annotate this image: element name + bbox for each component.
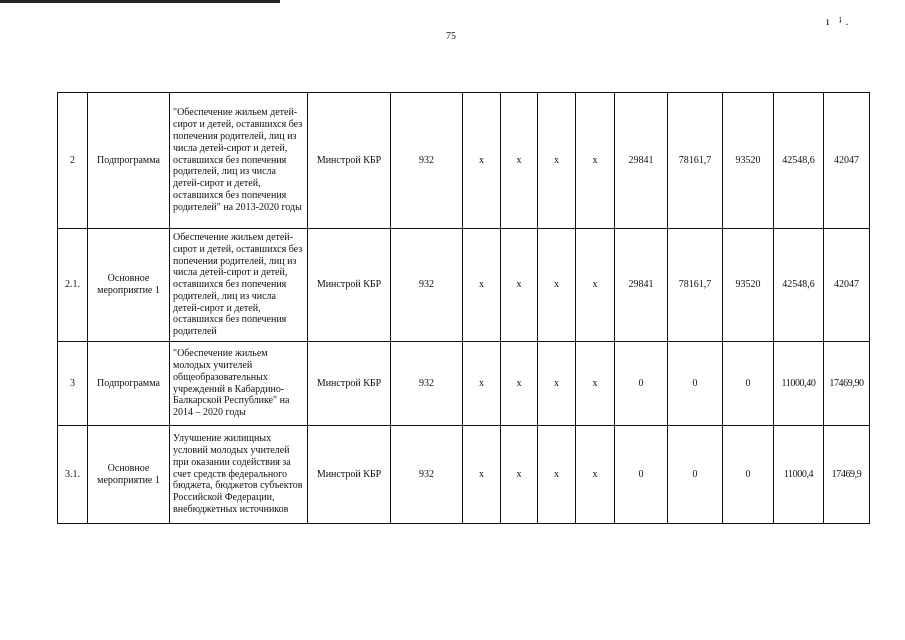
row-code-2: x [501, 93, 538, 229]
row-executor: Минстрой КБР [308, 342, 391, 426]
row-value-2: 78161,7 [668, 93, 723, 229]
row-name: Обеспечение жильем детей-сирот и детей, оставшихся без попечения родителей, лиц из числа детей-сирот и детей, оставшихся без попечения родителей, лиц из числа детей-сирот и детей, оставшихся без попечения родителей [170, 229, 308, 342]
row-value-3: 93520 [723, 93, 774, 229]
row-grbs: 932 [391, 426, 463, 524]
table-row [58, 342, 870, 426]
row-status: Подпрограмма [88, 93, 170, 229]
row-value-3: 93520 [723, 229, 774, 342]
row-code-2: x [501, 426, 538, 524]
row-value-5: 42047 [824, 93, 870, 229]
row-code-3: x [538, 229, 576, 342]
row-executor: Минстрой КБР [308, 426, 391, 524]
row-code-2: x [501, 342, 538, 426]
row-value-2: 0 [668, 426, 723, 524]
row-status: Подпрограмма [88, 342, 170, 426]
row-value-4: 42548,6 [774, 229, 824, 342]
table-row [58, 426, 870, 524]
row-code-4: x [576, 342, 615, 426]
row-code-1: x [463, 93, 501, 229]
row-value-1: 0 [615, 426, 668, 524]
handwritten-marks: ı ꜟ. [826, 14, 852, 28]
row-value-3: 0 [723, 342, 774, 426]
row-value-2: 78161,7 [668, 229, 723, 342]
row-value-3: 0 [723, 426, 774, 524]
row-code-1: x [463, 426, 501, 524]
row-code-1: x [463, 342, 501, 426]
row-number: 3 [58, 342, 88, 426]
row-code-2: x [501, 229, 538, 342]
row-value-1: 29841 [615, 93, 668, 229]
row-executor: Минстрой КБР [308, 93, 391, 229]
row-value-1: 0 [615, 342, 668, 426]
row-code-1: x [463, 229, 501, 342]
row-value-5: 17469,9 [824, 426, 870, 524]
row-name: Улучшение жилищных условий молодых учителей при оказании содействия за счет средств федерального бюджета, бюджетов субъектов Российской Федерации, внебюджетных источников [170, 426, 308, 524]
row-code-3: x [538, 342, 576, 426]
row-code-4: x [576, 93, 615, 229]
row-status: Основное мероприятие 1 [88, 426, 170, 524]
row-value-1: 29841 [615, 229, 668, 342]
row-value-5: 17469,90 [824, 342, 870, 426]
row-value-4: 11000,4 [774, 426, 824, 524]
page-number: 75 [446, 31, 456, 42]
row-code-3: x [538, 93, 576, 229]
row-grbs: 932 [391, 229, 463, 342]
row-value-4: 11000,40 [774, 342, 824, 426]
row-number: 2.1. [58, 229, 88, 342]
table-row [58, 93, 870, 229]
row-grbs: 932 [391, 93, 463, 229]
row-code-4: x [576, 229, 615, 342]
row-name: "Обеспечение жильем детей-сирот и детей, оставшихся без попечения родителей, лиц из числа детей-сирот и детей, оставшихся без попечения родителей, лиц из числа детей-сирот и детей, оставшихся без попечения родителей" на 2013-2020 годы [170, 93, 308, 229]
row-value-5: 42047 [824, 229, 870, 342]
row-grbs: 932 [391, 342, 463, 426]
table-row [58, 229, 870, 342]
row-status: Основное мероприятие 1 [88, 229, 170, 342]
row-value-4: 42548,6 [774, 93, 824, 229]
row-number: 2 [58, 93, 88, 229]
row-code-4: x [576, 426, 615, 524]
row-value-2: 0 [668, 342, 723, 426]
row-executor: Минстрой КБР [308, 229, 391, 342]
row-code-3: x [538, 426, 576, 524]
row-name: "Обеспечение жильем молодых учителей общеобразовательных учреждений в Кабардино-Балкарской Республике" на 2014 – 2020 годы [170, 342, 308, 426]
top-edge-line [0, 0, 280, 3]
row-number: 3.1. [58, 426, 88, 524]
program-table [57, 92, 870, 524]
